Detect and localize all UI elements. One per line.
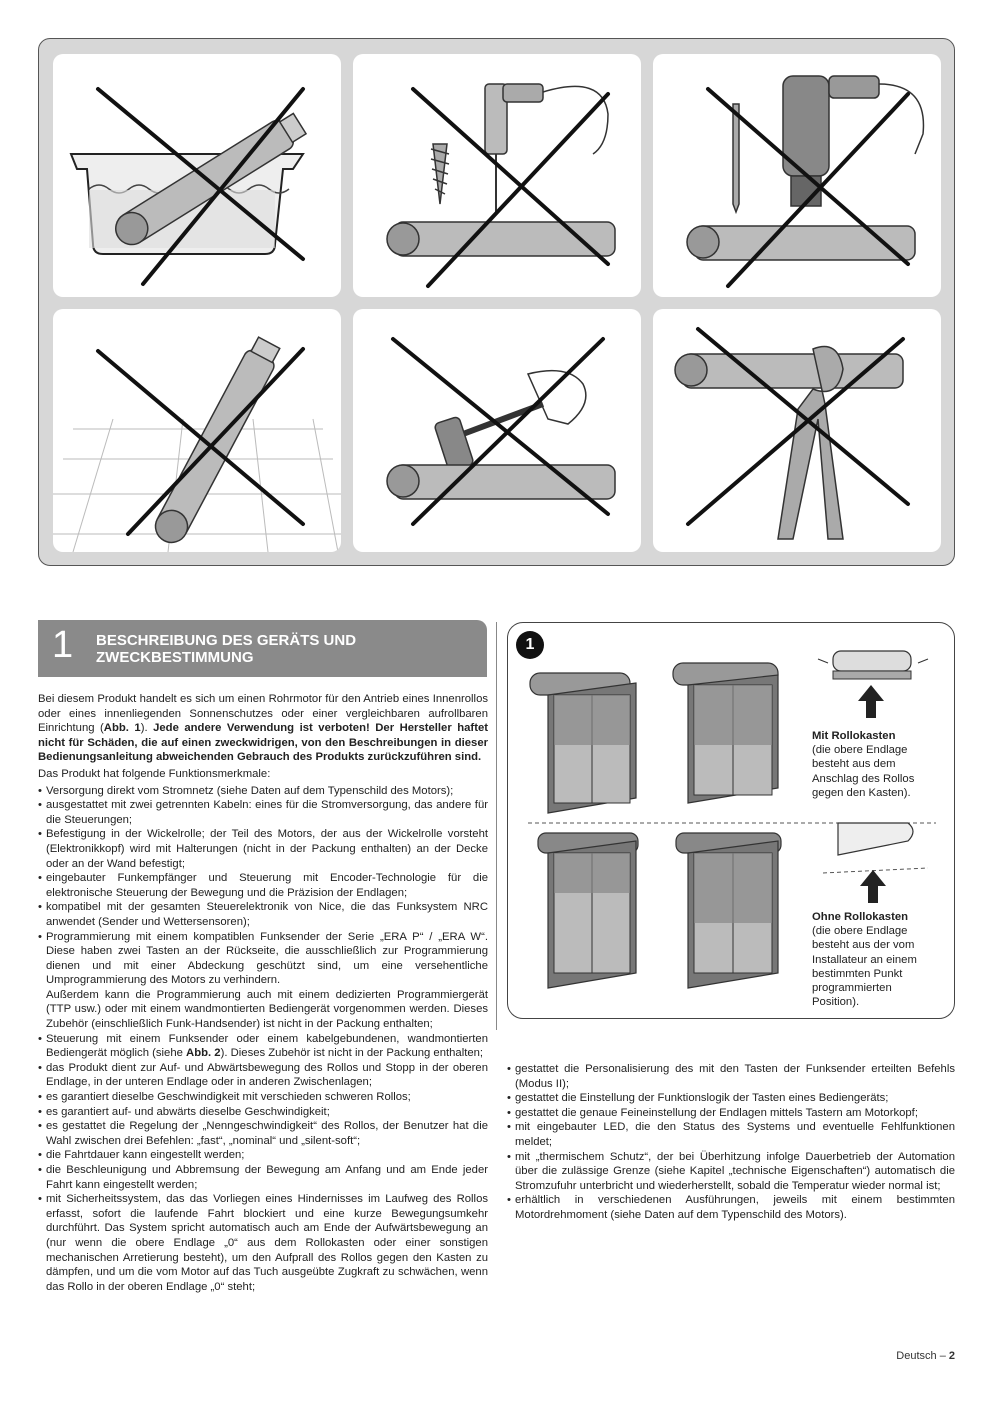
list-item: • eingebauter Funkempfänger und Steuerung mit Encoder-Technologie für die elektronische Steuerung der Bewegung und die Präzision der Endlagen; (38, 871, 488, 900)
list-item: • gestattet die genaue Feineinstellung der Endlagen mittels Tastern am Motorkopf; (507, 1106, 955, 1121)
intro-paragraph: Bei diesem Produkt handelt es sich um einen Rohrmotor für den Antrieb eines Innenrollos oder eines innenliegenden Sonnenschutzes oder einer vergleichbaren aufrollbaren Einrichtung (Abb. 1). Jede andere Verwendung ist verboten! Der Hersteller haftet nicht für Schäden, die auf einen zweckwidrigen, von den Beschreibungen in dieser Bedienungsanleitung abweichenden Gebrauch des Produkts zurückzuführen sind. (38, 693, 488, 764)
list-item: • das Produkt dient zur Auf- und Abwärtsbewegung des Rollos und Stopp in der oberen Endlage, in der unteren Endlage oder in anderen Zwischenlagen; (38, 1061, 488, 1090)
no-hammer-icon (353, 309, 641, 552)
list-item: • Programmierung mit einem kompatiblen Funksender der Serie „ERA P“ / „ERA W“. Diese haben zwei Tasten an der Rückseite, die ausschließlich zur Programmierung dienen und mit einer Abdeckung geschützt sind, um eine versehentliche Umprogrammierung des Motors zu verhindern. Außerdem kann die Programmierung auch mit einem dedizierten Programmiergerät (TTP usw.) oder mit einem wandmontierten Bediengerät vorgenommen werden. Dieses Zubehör (einschließlich Funk-Handsender) ist nicht in der Packung enthalten; (38, 930, 488, 1032)
no-drop-icon (53, 309, 341, 552)
section-number: 1 (52, 624, 74, 666)
caption-without-box: Ohne Rollokasten (die obere Endlage besteht aus der vom Installateur an einem bestimmten Punkt programmierten Position). (812, 911, 917, 1009)
warning-illustrations (38, 38, 955, 566)
list-item: • Befestigung in der Wickelrolle; der Teil des Motors, der aus der Wickelrolle vorsteht (Elektronikkopf) wird mit Halterungen (nicht in der Packung enthalten) an der Decke oder an der Wand befestigt; (38, 827, 488, 871)
list-item: • es garantiert dieselbe Geschwindigkeit mit verschieden schweren Rollos; (38, 1090, 488, 1105)
list-item: • mit eingebauter LED, die den Status des Systems und eventuelle Fehlfunktionen meldet; (507, 1120, 955, 1149)
no-screw-icon (353, 54, 641, 297)
list-item: • mit Sicherheitssystem, das das Vorliegen eines Hindernisses im Laufweg des Rollos erfasst, sofort die laufende Fahrt blockiert und eine kurze Bewegungsumkehr durchführt. Das System spricht automatisch auch am Ende der Aufwärtsbewegung an (nur wenn die obere Endlage „0“ aus dem Rollokasten oder einer sonstigen mechanischen Arretierung besteht), um den Aufprall des Rollos gegen den Kasten zu dämpfen, und um die vom Motor auf das Tuch ausgeübte Zugkraft zu schwächen, wenn das Rollo in der oberen Endlage „0“ steht; (38, 1192, 488, 1294)
list-item: • mit „thermischem Schutz“, der bei Überhitzung infolge Dauerbetrieb der Automation über die zulässige Grenze (siehe Kapitel „technische Eigenschaften“) automatisch die Stromzufuhr unterbricht und wiederherstellt, sobald die Temperatur wieder normal ist; (507, 1150, 955, 1194)
list-item: • es garantiert auf- und abwärts dieselbe Geschwindigkeit; (38, 1105, 488, 1120)
list-item: • es gestattet die Regelung der „Nenngeschwindigkeit“ des Rollos, der Benutzer hat die Wahl zwischen drei Befehlen: „fast“, „nominal“ und „silent-soft“; (38, 1119, 488, 1148)
left-column (38, 692, 488, 1294)
list-item: • gestattet die Einstellung der Funktionslogik der Tasten eines Bediengeräts; (507, 1091, 955, 1106)
list-item: • kompatibel mit der gesamten Steuerelektronik von Nice, die das Funksystem NRC anwendet (Sender und Wettersensoren); (38, 900, 488, 929)
section-header (38, 620, 487, 677)
list-item: • erhältlich in verschiedenen Ausführungen, jeweils mit einem bestimmten Motordrehmoment (siehe Daten auf dem Typenschild des Motors). (507, 1193, 955, 1222)
no-water-icon (53, 54, 341, 297)
list-item: • gestattet die Personalisierung des mit den Tasten der Funksender erteilten Befehls (Modus II); (507, 1062, 955, 1091)
feature-list-right (507, 1062, 955, 1223)
caption-with-box: Mit Rollokasten (die obere Endlage besteht aus dem Anschlag des Rollos gegen den Kasten). (812, 730, 915, 799)
figure-number-badge: 1 (516, 631, 544, 659)
figure-1 (507, 622, 955, 1019)
list-item: • die Beschleunigung und Abbremsung der Bewegung am Anfang und am Ende jeder Fahrt kann eingestellt werden; (38, 1163, 488, 1192)
list-item: • Steuerung mit einem Funksender oder einem kabelgebundenen, wandmontierten Bediengerät möglich (siehe Abb. 2). Dieses Zubehör ist nicht in der Packung enthalten; (38, 1032, 488, 1061)
section-title: BESCHREIBUNG DES GERÄTS UND ZWECKBESTIMMUNG (96, 632, 357, 666)
list-item: • Versorgung direkt vom Stromnetz (siehe Daten auf dem Typenschild des Motors); (38, 784, 488, 799)
page-number: 2 (948, 1350, 955, 1362)
feature-list-left (38, 784, 488, 1295)
page-footer (896, 1350, 955, 1362)
right-column (507, 1062, 955, 1223)
no-pliers-icon (653, 309, 941, 552)
features-lead: Das Produkt hat folgende Funktionsmerkmale: (38, 767, 271, 780)
column-divider (496, 622, 497, 1030)
list-item: • ausgestattet mit zwei getrennten Kabeln: eines für die Stromversorgung, das andere für die Steuerungen; (38, 798, 488, 827)
list-item: • die Fahrtdauer kann eingestellt werden; (38, 1148, 488, 1163)
footer-language: Deutsch – (896, 1350, 949, 1362)
no-drill-icon (653, 54, 941, 297)
